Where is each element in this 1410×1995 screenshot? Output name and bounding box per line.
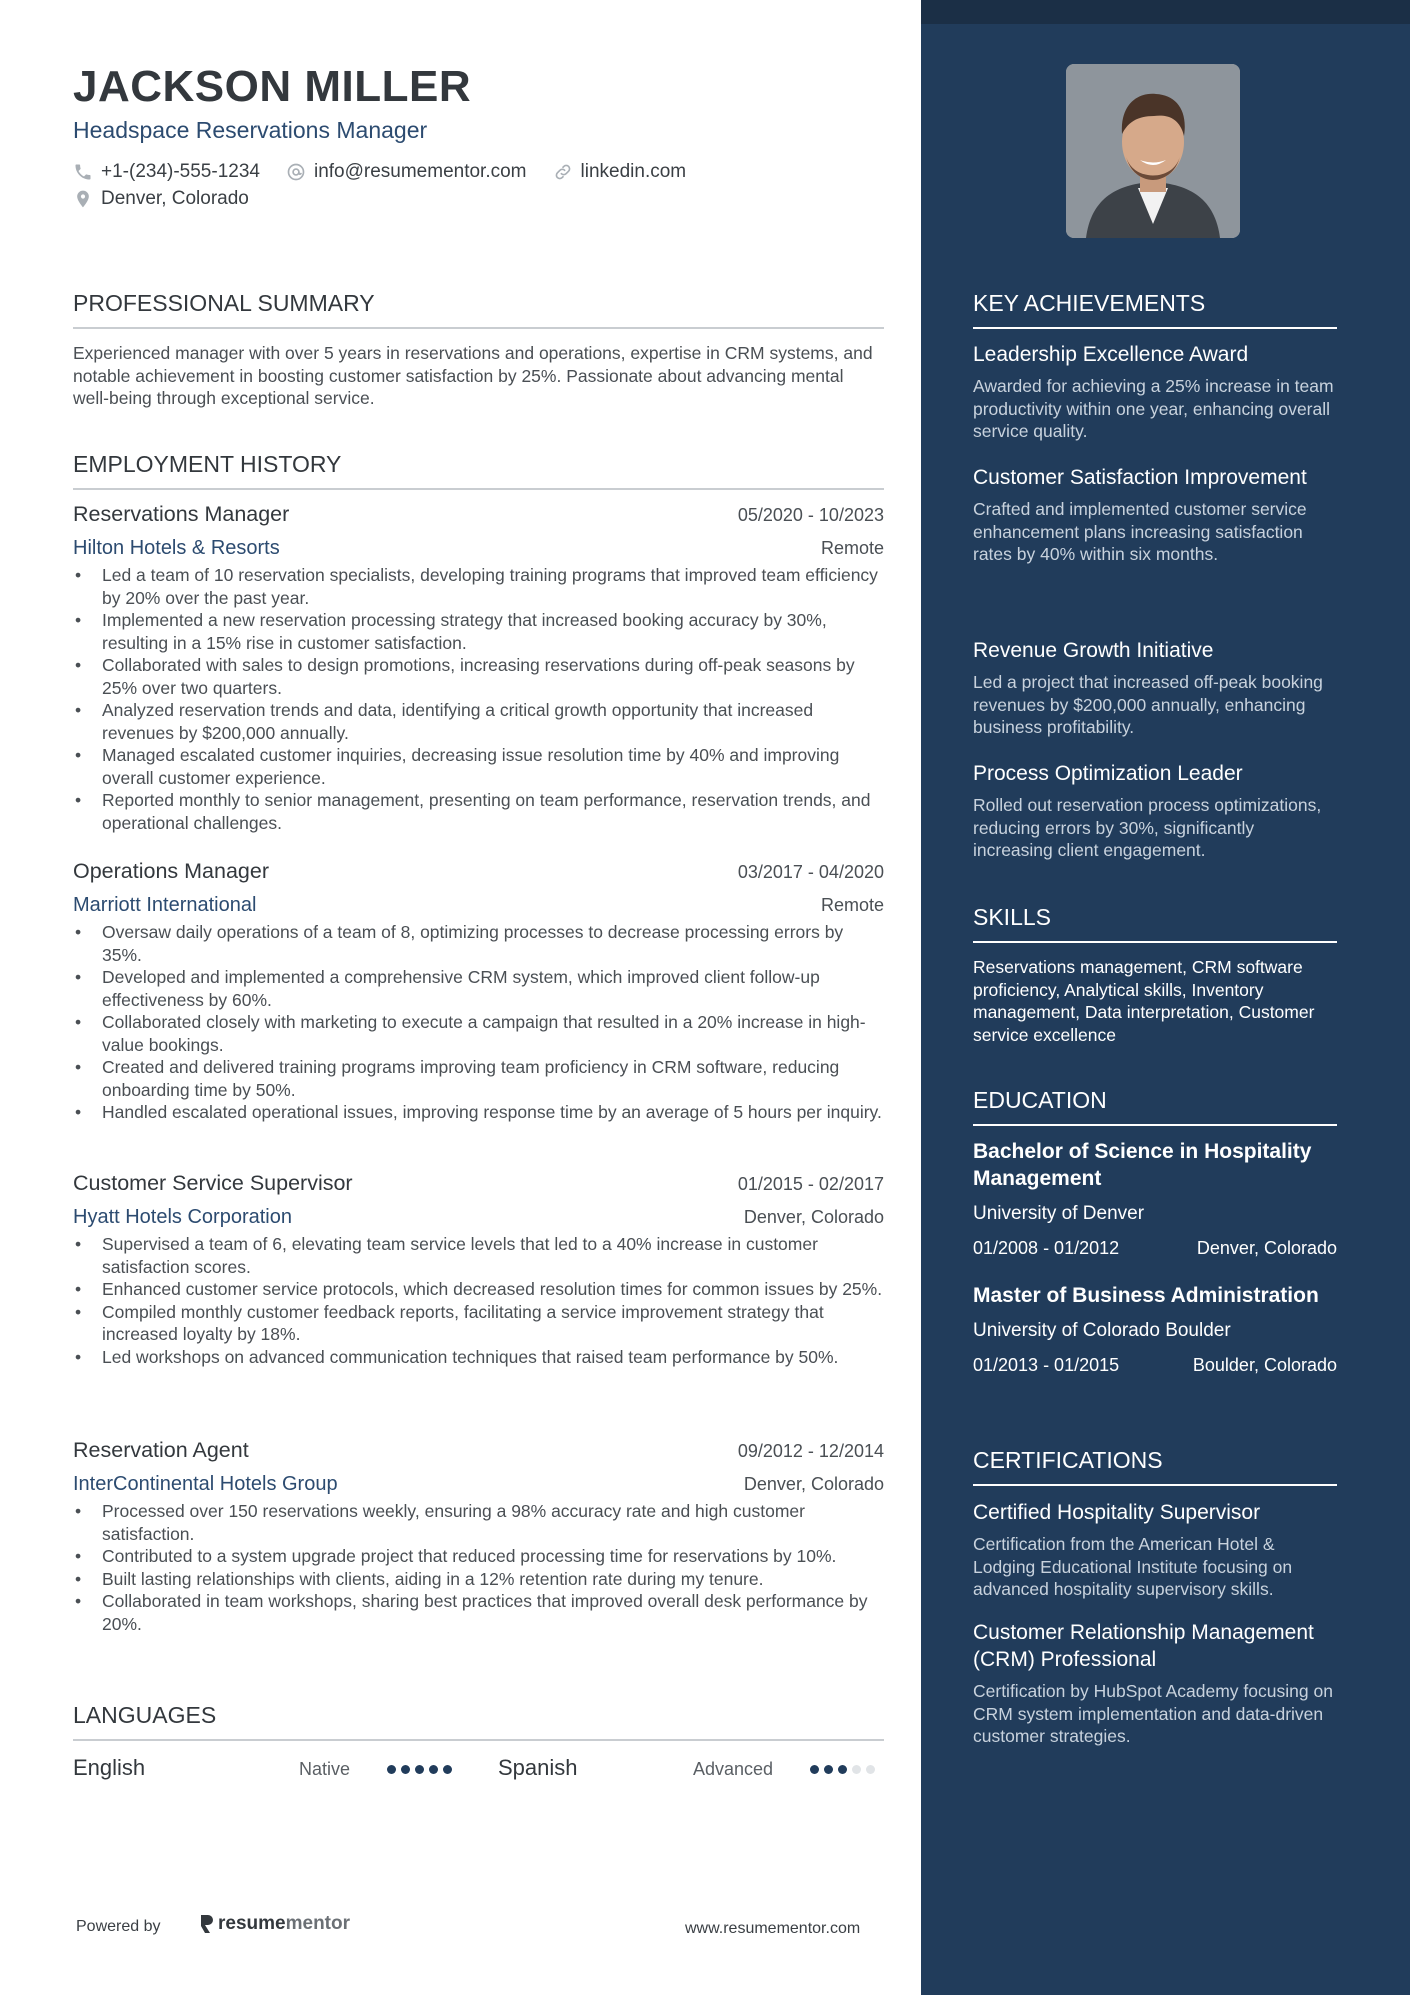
job-bullet: • Implemented a new reservation processing strategy that increased booking accuracy by 30%, resulting in a 15% rise in customer satisfaction. <box>73 609 884 654</box>
job-bullet: • Managed escalated customer inquiries, decreasing issue resolution time by 40% and improving overall customer experience. <box>73 744 884 789</box>
contact-linkedin[interactable] <box>553 161 687 183</box>
job-bullet: • Processed over 150 reservations weekly, ensuring a 98% accuracy rate and high customer satisfaction. <box>73 1500 884 1545</box>
education-degree: Master of Business Administration <box>973 1284 1319 1307</box>
certification-title: Certified Hospitality Supervisor <box>973 1501 1261 1524</box>
education-item <box>973 1138 1337 1259</box>
skills-heading: SKILLS <box>973 904 1337 943</box>
job-bullet: • Oversaw daily operations of a team of 8, optimizing processes to decrease processing errors by 35%. <box>73 921 884 966</box>
job-company: InterContinental Hotels Group <box>73 1473 338 1495</box>
job-bullet: • Analyzed reservation trends and data, identifying a critical growth opportunity that increased revenues by $200,000 annually. <box>73 699 884 744</box>
job-bullet: • Led workshops on advanced communication techniques that raised team performance by 50%. <box>73 1346 884 1369</box>
achievement-desc: Awarded for achieving a 25% increase in team productivity within one year, enhancing overall service quality. <box>973 376 1334 441</box>
language-level: Advanced <box>693 1759 774 1779</box>
summary-heading: PROFESSIONAL SUMMARY <box>73 290 884 329</box>
achievement-item <box>973 760 1337 862</box>
achievement-title: Customer Satisfaction Improvement <box>973 466 1307 489</box>
job-entry <box>73 1171 884 1368</box>
logo-text-2: mentor <box>285 1913 351 1934</box>
education-item <box>973 1282 1337 1376</box>
profile-photo <box>1066 64 1240 238</box>
job-bullets <box>73 564 884 834</box>
job-bullet: • Enhanced customer service protocols, which decreased resolution times for common issues by 25%. <box>73 1278 884 1301</box>
job-bullets <box>73 1233 884 1368</box>
education-school: University of Denver <box>973 1203 1145 1224</box>
education-location: Denver, Colorado <box>1196 1238 1337 1258</box>
summary-text: Experienced manager with over 5 years in reservations and operations, expertise in CRM systems, and notable achievement in boosting customer satisfaction by 25%. Passionate about advancing mental well-being through exceptional service. <box>73 343 873 408</box>
footer-url[interactable]: www.resumementor.com <box>685 1920 861 1937</box>
languages-row <box>73 1755 884 1783</box>
contact-row <box>73 161 686 183</box>
language-rating <box>810 1765 875 1774</box>
linkedin-text[interactable]: linkedin.com <box>580 161 687 182</box>
job-entry <box>73 1438 884 1635</box>
education-dates: 01/2008 - 01/2012 <box>973 1238 1120 1258</box>
email-text[interactable]: info@resumementor.com <box>313 161 527 182</box>
rating-dot-empty <box>866 1765 875 1774</box>
powered-by: Powered by <box>76 1918 161 1935</box>
achievement-desc: Led a project that increased off-peak booking revenues by $200,000 annually, enhancing business profitability. <box>973 672 1323 737</box>
language-level: Native <box>299 1759 351 1779</box>
job-bullet: • Contributed to a system upgrade project that reduced processing time for reservations by 10%. <box>73 1545 884 1568</box>
job-company: Hilton Hotels & Resorts <box>73 537 280 559</box>
job-bullet: • Collaborated with sales to design promotions, increasing reservations during off-peak seasons by 25% over two quarters. <box>73 654 884 699</box>
candidate-name: JACKSON MILLER <box>73 62 472 111</box>
languages-heading: LANGUAGES <box>73 1702 884 1741</box>
job-title: Reservation Agent <box>73 1438 249 1462</box>
contact-email[interactable] <box>286 161 527 183</box>
rating-dot-filled <box>443 1765 452 1774</box>
language-name: Spanish <box>498 1755 578 1780</box>
contact-phone <box>73 161 260 183</box>
job-bullet: • Developed and implemented a comprehensive CRM system, which improved client follow-up effectiveness by 60%. <box>73 966 884 1011</box>
contact-location <box>73 188 249 210</box>
job-bullet: • Created and delivered training programs improving team proficiency in CRM software, reducing onboarding time by 50%. <box>73 1056 884 1101</box>
education-degree: Bachelor of Science in Hospitality Management <box>973 1140 1312 1190</box>
resumementor-logo[interactable] <box>198 1913 350 1935</box>
certification-item <box>973 1619 1337 1748</box>
job-entry <box>73 859 884 1124</box>
rating-dot-filled <box>810 1765 819 1774</box>
certification-title: Customer Relationship Management (CRM) Professional <box>973 1621 1314 1671</box>
job-dates: 09/2012 - 12/2014 <box>737 1441 884 1461</box>
location-icon <box>73 189 93 209</box>
email-icon <box>286 162 306 182</box>
achievement-title: Leadership Excellence Award <box>973 343 1249 366</box>
achievement-item <box>973 464 1337 566</box>
job-bullet: • Built lasting relationships with clients, aiding in a 12% retention rate during my tenure. <box>73 1568 884 1591</box>
achievement-title: Process Optimization Leader <box>973 762 1243 785</box>
education-dates: 01/2013 - 01/2015 <box>973 1355 1120 1375</box>
education-heading: EDUCATION <box>973 1087 1337 1126</box>
job-entry <box>73 502 884 834</box>
rating-dot-filled <box>387 1765 396 1774</box>
job-dates: 03/2017 - 04/2020 <box>737 862 884 882</box>
achievement-item <box>973 341 1337 443</box>
rating-dot-filled <box>838 1765 847 1774</box>
certification-desc: Certification by HubSpot Academy focusing on CRM system implementation and data-driven customer strategies. <box>973 1681 1333 1746</box>
rating-dot-filled <box>401 1765 410 1774</box>
rating-dot-filled <box>824 1765 833 1774</box>
phone-icon <box>73 162 93 182</box>
job-dates: 01/2015 - 02/2017 <box>737 1174 884 1194</box>
job-location: Remote <box>820 538 884 558</box>
job-title: Operations Manager <box>73 859 269 883</box>
rating-dot-filled <box>429 1765 438 1774</box>
job-dates: 05/2020 - 10/2023 <box>737 505 884 525</box>
rating-dot-filled <box>415 1765 424 1774</box>
job-location: Remote <box>820 895 884 915</box>
skills-text: Reservations management, CRM software proficiency, Analytical skills, Inventory management, Data interpretation, Customer service excellence <box>973 957 1315 1045</box>
language-rating <box>387 1765 452 1774</box>
contact-row-2 <box>73 188 249 210</box>
job-bullet: • Reported monthly to senior management, presenting on team performance, reservation trends, and operational challenges. <box>73 789 884 834</box>
logo-text-1: resume <box>218 1913 286 1934</box>
logo-mark-icon <box>198 1914 214 1934</box>
job-location: Denver, Colorado <box>743 1207 884 1227</box>
certifications-heading: CERTIFICATIONS <box>973 1447 1337 1486</box>
achievement-desc: Rolled out reservation process optimizations, reducing errors by 30%, significantly increasing client engagement. <box>973 795 1322 860</box>
link-icon <box>553 162 573 182</box>
sidebar-top-bar <box>921 0 1410 24</box>
achievement-desc: Crafted and implemented customer service enhancement plans increasing satisfaction rates by 40% within six months. <box>973 499 1307 564</box>
certification-desc: Certification from the American Hotel & Lodging Educational Institute focusing on advanced hospitality supervisory skills. <box>973 1534 1293 1599</box>
achievement-item <box>973 637 1337 739</box>
education-location: Boulder, Colorado <box>1192 1355 1337 1375</box>
candidate-role: Headspace Reservations Manager <box>73 117 428 143</box>
job-bullets <box>73 921 884 1124</box>
certification-item <box>973 1499 1337 1601</box>
phone-text: +1-(234)-555-1234 <box>101 161 260 182</box>
education-school: University of Colorado Boulder <box>973 1320 1231 1341</box>
job-title: Customer Service Supervisor <box>73 1171 353 1195</box>
job-title: Reservations Manager <box>73 502 290 526</box>
location-text: Denver, Colorado <box>101 188 249 209</box>
rating-dot-empty <box>852 1765 861 1774</box>
avatar-portrait <box>1066 64 1240 238</box>
job-bullet: • Compiled monthly customer feedback reports, facilitating a service improvement strategy that increased loyalty by 18%. <box>73 1301 884 1346</box>
employment-heading: EMPLOYMENT HISTORY <box>73 451 884 490</box>
language-name: English <box>73 1755 146 1780</box>
achievements-heading: KEY ACHIEVEMENTS <box>973 290 1337 329</box>
job-location: Denver, Colorado <box>743 1474 884 1494</box>
job-company: Hyatt Hotels Corporation <box>73 1206 292 1228</box>
job-bullet: • Led a team of 10 reservation specialists, developing training programs that improved team efficiency by 20% over the past year. <box>73 564 884 609</box>
job-bullet: • Collaborated in team workshops, sharing best practices that improved overall desk performance by 20%. <box>73 1590 884 1635</box>
sidebar <box>921 0 1410 1995</box>
job-bullets <box>73 1500 884 1635</box>
job-bullet: • Collaborated closely with marketing to execute a campaign that resulted in a 20% increase in high-value bookings. <box>73 1011 884 1056</box>
job-bullet: • Supervised a team of 6, elevating team service levels that led to a 40% increase in customer satisfaction scores. <box>73 1233 884 1278</box>
job-company: Marriott International <box>73 894 257 916</box>
job-bullet: • Handled escalated operational issues, improving response time by an average of 5 hours per inquiry. <box>73 1101 884 1124</box>
achievement-title: Revenue Growth Initiative <box>973 639 1214 662</box>
